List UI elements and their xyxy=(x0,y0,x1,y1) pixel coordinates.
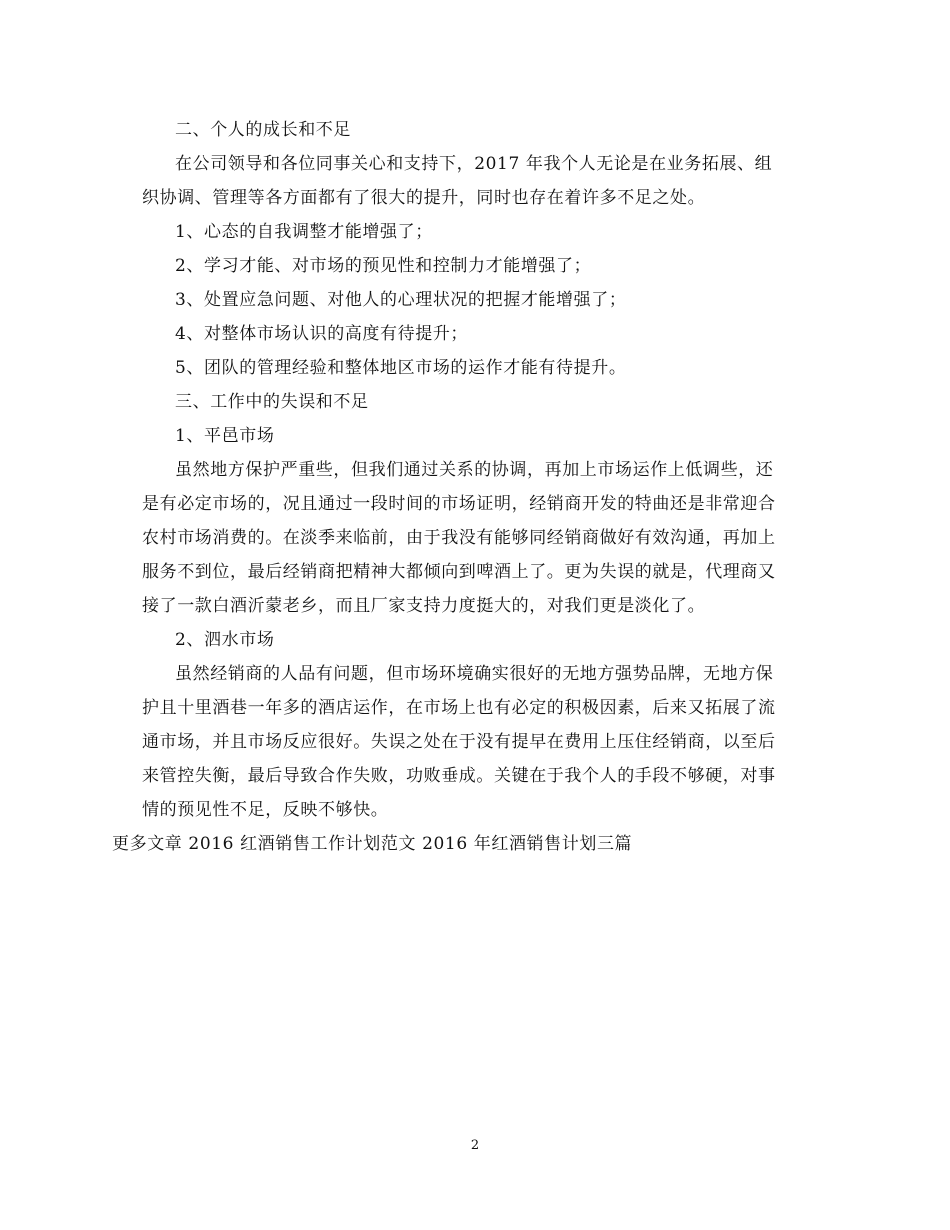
list-item: 3、处置应急问题、对他人的心理状况的把握才能增强了； xyxy=(175,290,627,310)
paragraph-line: 织协调、管理等各方面都有了很大的提升，同时也存在着许多不足之处。 xyxy=(142,188,706,208)
list-item: 4、对整体市场认识的高度有待提升； xyxy=(175,324,469,344)
list-item: 2、学习才能、对市场的预见性和控制力才能增强了； xyxy=(175,256,592,276)
subheading-pingyi-market: 1、平邑市场 xyxy=(175,426,275,446)
paragraph-line: 接了一款白酒沂蒙老乡，而且厂家支持力度挺大的，对我们更是淡化了。 xyxy=(142,596,706,616)
paragraph-line: 是有必定市场的，况且通过一段时间的市场证明，经销商开发的特曲还是非常迎合 xyxy=(142,494,776,514)
list-item: 1、心态的自我调整才能增强了； xyxy=(175,222,433,242)
paragraph-line: 农村市场消费的。在淡季来临前，由于我没有能够同经销商做好有效沟通，再加上 xyxy=(142,528,776,548)
paragraph-line: 通市场，并且市场反应很好。失误之处在于没有提早在费用上压住经销商，以至后 xyxy=(142,732,776,752)
paragraph-line: 情的预见性不足，反映不够快。 xyxy=(142,800,389,820)
page-number: 2 xyxy=(470,1138,480,1153)
list-item: 5、团队的管理经验和整体地区市场的运作才能有待提升。 xyxy=(175,358,627,378)
more-articles-link[interactable]: 更多文章 2016 红酒销售工作计划范文 2016 年红酒销售计划三篇 xyxy=(112,834,633,854)
section-heading-mistakes: 三、工作中的失误和不足 xyxy=(175,392,369,412)
document-body xyxy=(112,113,810,861)
paragraph-line: 在公司领导和各位同事关心和支持下，2017 年我个人无论是在业务拓展、组 xyxy=(175,154,773,174)
paragraph-line: 服务不到位，最后经销商把精神大都倾向到啤酒上了。更为失误的就是，代理商又 xyxy=(142,562,776,582)
paragraph-line: 虽然经销商的人品有问题，但市场环境确实很好的无地方强势品牌，无地方保 xyxy=(175,664,774,684)
paragraph-line: 虽然地方保护严重些，但我们通过关系的协调，再加上市场运作上低调些，还 xyxy=(175,460,774,480)
subheading-sishui-market: 2、泗水市场 xyxy=(175,630,275,650)
section-heading-growth: 二、个人的成长和不足 xyxy=(175,120,351,140)
paragraph-line: 来管控失衡，最后导致合作失败，功败垂成。关键在于我个人的手段不够硬，对事 xyxy=(142,766,776,786)
paragraph-line: 护且十里酒巷一年多的酒店运作，在市场上也有必定的积极因素，后来又拓展了流 xyxy=(142,698,776,718)
